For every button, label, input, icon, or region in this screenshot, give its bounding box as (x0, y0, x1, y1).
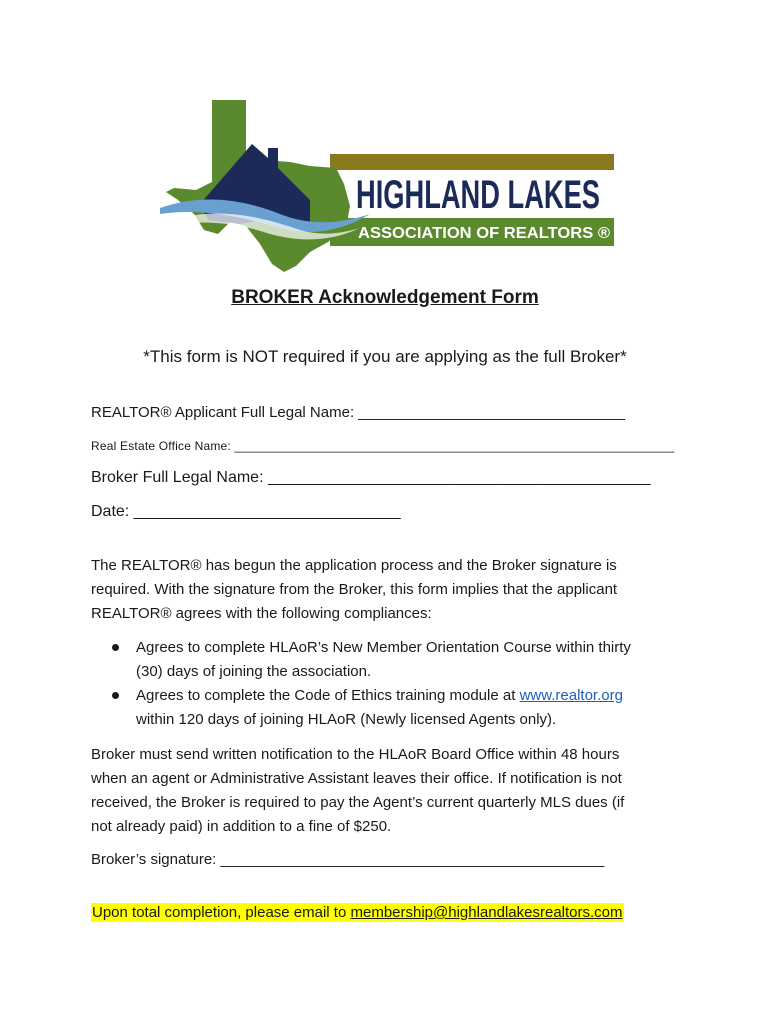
broker-signature-field[interactable]: Broker’s signature: ______________________________________________ (91, 851, 605, 868)
compliance-list (110, 636, 680, 732)
bullet-text: (30) days of joining the association. (136, 663, 372, 680)
list-item (110, 636, 680, 684)
office-name-field[interactable]: Real Estate Office Name: ________________________________________________________________ (91, 439, 675, 453)
completion-text: Upon total completion, please email to (92, 904, 351, 921)
notice-line: not already paid) in addition to a fine of $250. (91, 818, 392, 835)
intro-line: required. With the signature from the Broker, this form implies that the applicant (91, 581, 618, 598)
applicant-name-field[interactable]: REALTOR® Applicant Full Legal Name: ________________________________ (91, 404, 626, 421)
form-title: BROKER Acknowledgement Form (231, 287, 539, 308)
date-field[interactable]: Date: ______________________________ (91, 503, 401, 520)
bullet-text-prefix: Agrees to complete the Code of Ethics training module at (136, 687, 520, 704)
intro-line: REALTOR® agrees with the following compliances: (91, 605, 432, 622)
realtor-org-link[interactable]: www.realtor.org (519, 687, 623, 704)
list-item (110, 684, 680, 732)
bullet-icon (112, 692, 119, 699)
intro-line: The REALTOR® has begun the application process and the Broker signature is (91, 557, 617, 574)
notice-line: Broker must send written notification to the HLAoR Board Office within 48 hours (91, 746, 620, 763)
membership-email-link[interactable]: membership@highlandlakesrealtors.com (350, 904, 623, 921)
form-subtitle: *This form is NOT required if you are applying as the full Broker* (143, 347, 627, 366)
notice-paragraph (91, 743, 681, 839)
completion-instruction (91, 903, 624, 922)
bullet-text (136, 684, 680, 708)
highland-lakes-logo (160, 96, 616, 272)
intro-paragraph (91, 554, 681, 626)
logo-wordmark-line1: HIGHLAND LAKES (356, 173, 600, 217)
bullet-text: Agrees to complete HLAoR’s New Member Orientation Course within thirty (136, 639, 631, 656)
bullet-text: within 120 days of joining HLAoR (Newly licensed Agents only). (136, 711, 557, 728)
notice-line: when an agent or Administrative Assistant leaves their office. If notification is not (91, 770, 622, 787)
logo-wordmark-line2: ASSOCIATION OF REALTORS ® (358, 225, 611, 242)
bullet-icon (112, 644, 119, 651)
broker-name-field[interactable]: Broker Full Legal Name: ___________________________________________ (91, 469, 651, 486)
notice-line: received, the Broker is required to pay the Agent’s current quarterly MLS dues (if (91, 794, 625, 811)
